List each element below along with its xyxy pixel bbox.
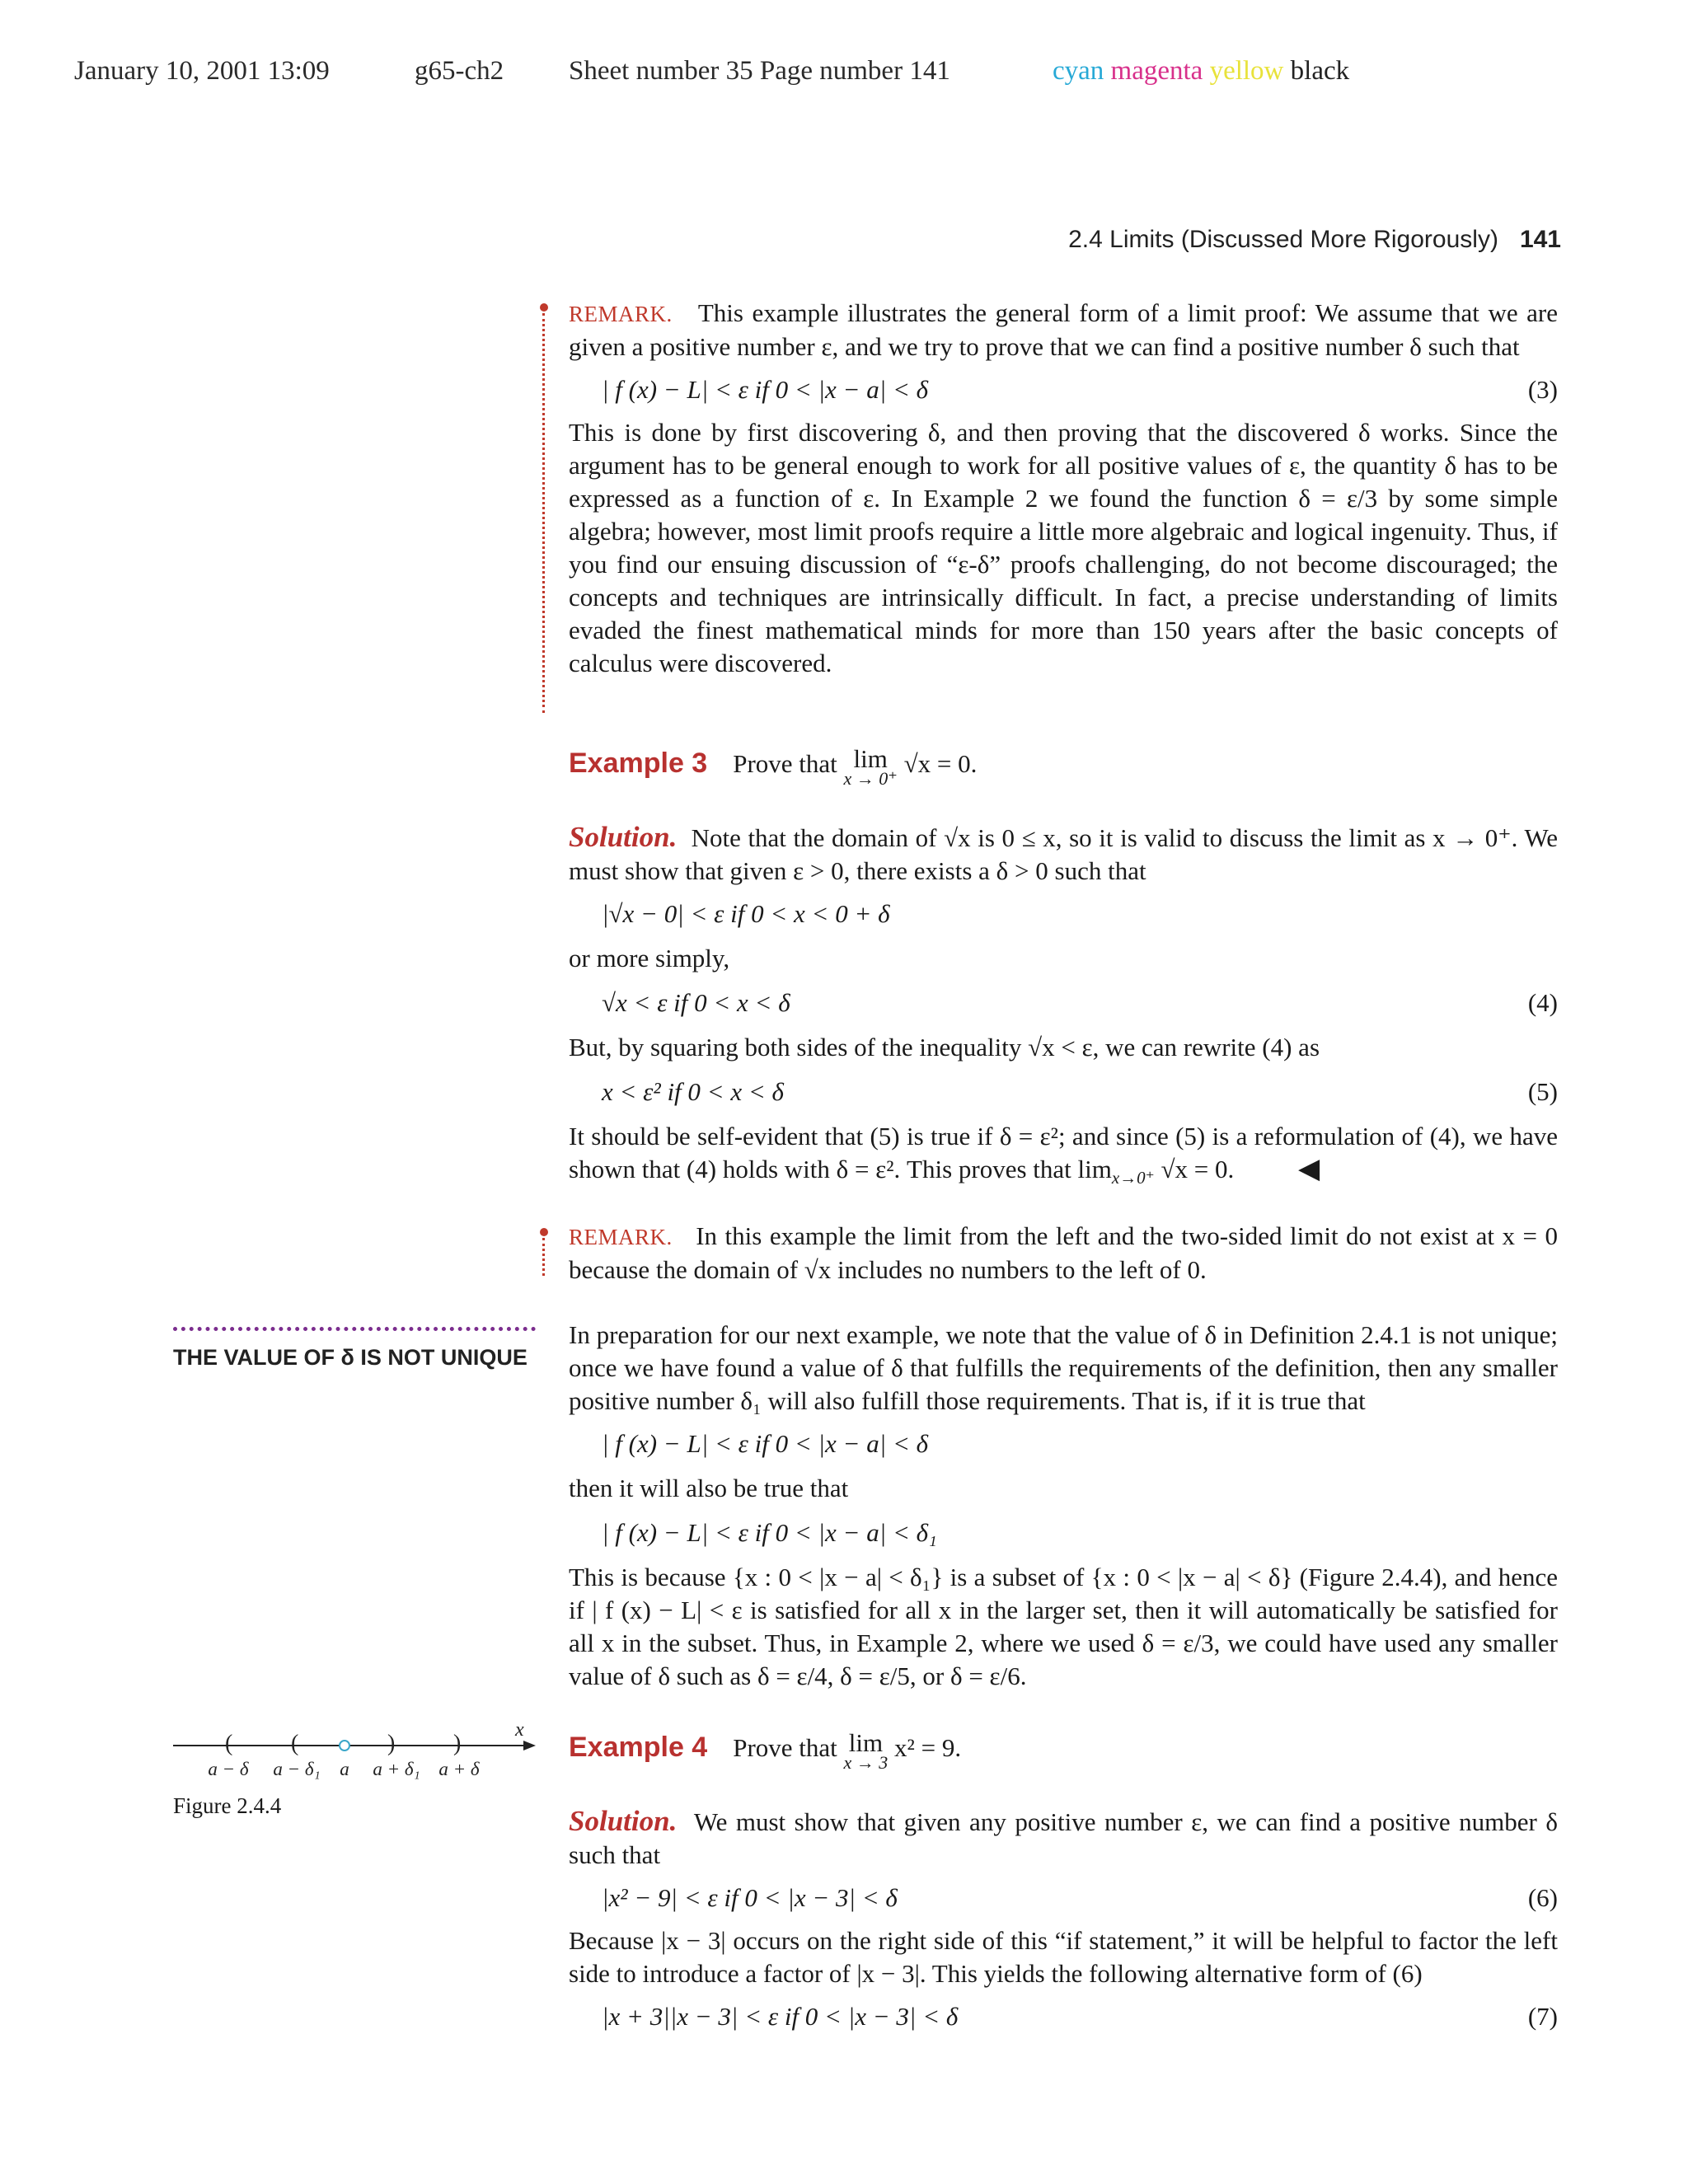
solution3-conclusion-text: It should be self-evident that (5) is true if δ = ε²; and since (5) is a reformulation of (4), we have shown that (4) holds with δ = ε². This proves that lim: [569, 1122, 1558, 1183]
axis-label: x: [515, 1721, 524, 1741]
number-line-arrow-icon: [523, 1741, 536, 1750]
color-cyan: cyan: [1053, 56, 1104, 86]
delta-para2: This is because {x : 0 < |x − a| < δ₁} is a subset of {x : 0 < |x − a| < δ} (Figure 2.4.4), and hence if | f (x) − L| < ε is satisfied for all x in the larger set, then it will automatically be satisfied for all x in the subset. Thus, in Example 2, where we used δ = ε/3, we could have used any smaller value of δ such as δ = ε/4, δ = ε/5, or δ = ε/6.: [569, 1563, 1558, 1690]
color-yellow: yellow: [1209, 56, 1284, 86]
example4-label: Example 4: [569, 1732, 708, 1763]
example3-lim: lim: [853, 744, 888, 773]
solution3-intro: [569, 821, 1558, 888]
delta-section: [569, 1319, 1558, 1693]
example3-block: [569, 744, 1558, 789]
header-sheet: Sheet number 35 Page number 141: [569, 56, 950, 86]
color-magenta: magenta: [1110, 56, 1203, 86]
example3-lim-sub: x → 0⁺: [843, 768, 898, 789]
equation-7-number: (7): [1527, 2002, 1558, 2031]
remark1-intro: [569, 297, 1558, 363]
tick-a-minus-delta: a − δ: [208, 1759, 249, 1779]
example4-limit: [843, 1728, 889, 1773]
solution3-label: Solution.: [569, 821, 678, 853]
solution3-text: Note that the domain of √x is 0 ≤ x, so it is valid to discuss the limit as x → 0⁺. We must show that given ε > 0, there exists a δ > 0 such that: [569, 823, 1558, 885]
tick-a: a: [340, 1759, 349, 1779]
example3-label: Example 3: [569, 748, 708, 779]
header-date: January 10, 2001 13:09: [74, 56, 330, 86]
solution4-text: We must show that given any positive number ε, we can find a positive number δ such that: [569, 1807, 1558, 1869]
running-head: [1068, 226, 1561, 254]
solution4-block: [569, 1805, 1558, 2033]
remark1-marker-line: [542, 313, 545, 713]
solution3-conclusion-sub: x→0⁺: [1111, 1168, 1155, 1188]
figure-2-4-4: [169, 1721, 548, 1787]
remark2-label: REMARK.: [569, 1225, 673, 1249]
example4-lim-sub: x → 3: [843, 1752, 889, 1773]
equation-7: [569, 2000, 1558, 2033]
point-a: [340, 1741, 349, 1750]
example4-lim: lim: [848, 1728, 884, 1757]
equation-4-number: (4): [1527, 988, 1558, 1017]
remark1-label: REMARK.: [569, 302, 673, 326]
tick-a-minus-delta1: a − δ₁: [273, 1759, 321, 1779]
remark2-block: [569, 1220, 1558, 1286]
header-colors: [1053, 56, 1349, 87]
delta-para1: In preparation for our next example, we note that the value of δ in Definition 2.4.1 is not unique; once we have found a value of δ that fulfills the requirements of the definition, then any smaller positive number δ₁ will also fulfill those requirements. That is, if it is true that: [569, 1320, 1558, 1415]
remark1-block: [569, 297, 1558, 680]
remark2-marker-dot: [540, 1228, 548, 1236]
equation-4: [569, 987, 1558, 1019]
example4-expr: x² = 9.: [894, 1733, 962, 1762]
example4-block: [569, 1728, 1558, 1773]
remark2-text-block: [569, 1220, 1558, 1286]
solution3-but: But, by squaring both sides of the inequality √x < ε, we can rewrite (4) as: [569, 1033, 1320, 1062]
tick-a-plus-delta1: a + δ₁: [373, 1759, 420, 1779]
color-black: black: [1290, 56, 1350, 86]
remark2-marker-line: [542, 1238, 545, 1276]
equation-6: [569, 1882, 1558, 1915]
delta-eq2-body: | f (x) − L| < ε if 0 < |x − a| < δ₁: [602, 1518, 937, 1547]
solution3-block: [569, 821, 1558, 1194]
example4-prove: Prove that: [733, 1733, 837, 1762]
delta-eq2: [569, 1516, 1558, 1549]
solution3-conclusion-end: √x = 0.: [1154, 1155, 1235, 1183]
paren-left-delta1: (: [291, 1731, 299, 1756]
equation-3-body: | f (x) − L| < ε if 0 < |x − a| < δ: [602, 375, 929, 404]
delta-eq1: [569, 1427, 1558, 1460]
remark1-marker-dot: [540, 303, 548, 312]
solution3-eq1-body: |√x − 0| < ε if 0 < x < 0 + δ: [602, 899, 890, 928]
equation-3: [569, 373, 1558, 406]
paren-right-delta1: ): [387, 1731, 396, 1756]
solution4-label: Solution.: [569, 1805, 678, 1837]
remark1-text: This example illustrates the general form of a limit proof: We assume that we are given a positive number ε, and we try to prove that we can find a positive number δ such that: [569, 298, 1558, 361]
paren-right-delta: ): [453, 1731, 462, 1756]
sidebar-divider: [173, 1327, 536, 1331]
example3-prove: Prove that: [733, 749, 837, 778]
solution4-intro: [569, 1805, 1558, 1872]
section-title: 2.4 Limits (Discussed More Rigorously): [1068, 226, 1498, 253]
solution3-conclusion: [569, 1120, 1558, 1194]
paren-left-delta: (: [225, 1731, 233, 1756]
end-of-solution-icon: ◀: [1298, 1154, 1320, 1184]
solution3-or-more-simply: or more simply,: [569, 944, 730, 972]
figure-caption: Figure 2.4.4: [173, 1793, 282, 1818]
equation-6-number: (6): [1527, 1883, 1558, 1912]
equation-7-body: |x + 3||x − 3| < ε if 0 < |x − 3| < δ: [602, 2002, 959, 2031]
delta-then: then it will also be true that: [569, 1474, 849, 1502]
header-file: g65-ch2: [415, 56, 504, 86]
equation-5: [569, 1076, 1558, 1108]
equation-6-body: |x² − 9| < ε if 0 < |x − 3| < δ: [602, 1883, 898, 1912]
equation-3-number: (3): [1527, 375, 1558, 404]
tick-a-plus-delta: a + δ: [438, 1759, 480, 1779]
sidebar-heading: THE VALUE OF δ IS NOT UNIQUE: [173, 1345, 528, 1370]
remark1-paragraph: This is done by first discovering δ, and then proving that the discovered δ works. Since the argument has to be general enough to work for all positive values of ε, the quantity δ has to be expressed as a function of ε. In Example 2 we found the function δ = ε/3 by some simple algebra; however, most limit proofs require a little more algebraic and logical ingenuity. Thus, if you find our ensuing discussion of “ε-δ” proofs challenging, do not become discouraged; the concepts and techniques are intrinsically difficult. In fact, a precise understanding of limits evaded the finest mathematical minds for more than 150 years after the basic concepts of calculus were discovered.: [569, 418, 1558, 677]
equation-4-body: √x < ε if 0 < x < δ: [602, 988, 790, 1017]
example3-expr: √x = 0.: [903, 749, 978, 778]
example3-limit: [843, 744, 898, 789]
equation-5-body: x < ε² if 0 < x < δ: [602, 1077, 784, 1106]
remark2-text: In this example the limit from the left and the two-sided limit do not exist at x = 0 because the domain of √x includes no numbers to the left of 0.: [569, 1221, 1558, 1284]
solution3-eq1: [569, 898, 1558, 930]
solution4-paragraph: Because |x − 3| occurs on the right side of this “if statement,” it will be helpful to factor the left side to introduce a factor of |x − 3|. This yields the following alternative form of (6): [569, 1926, 1558, 1988]
delta-eq1-body: | f (x) − L| < ε if 0 < |x − a| < δ: [602, 1429, 929, 1458]
page-number: 141: [1519, 226, 1561, 253]
equation-5-number: (5): [1527, 1077, 1558, 1106]
